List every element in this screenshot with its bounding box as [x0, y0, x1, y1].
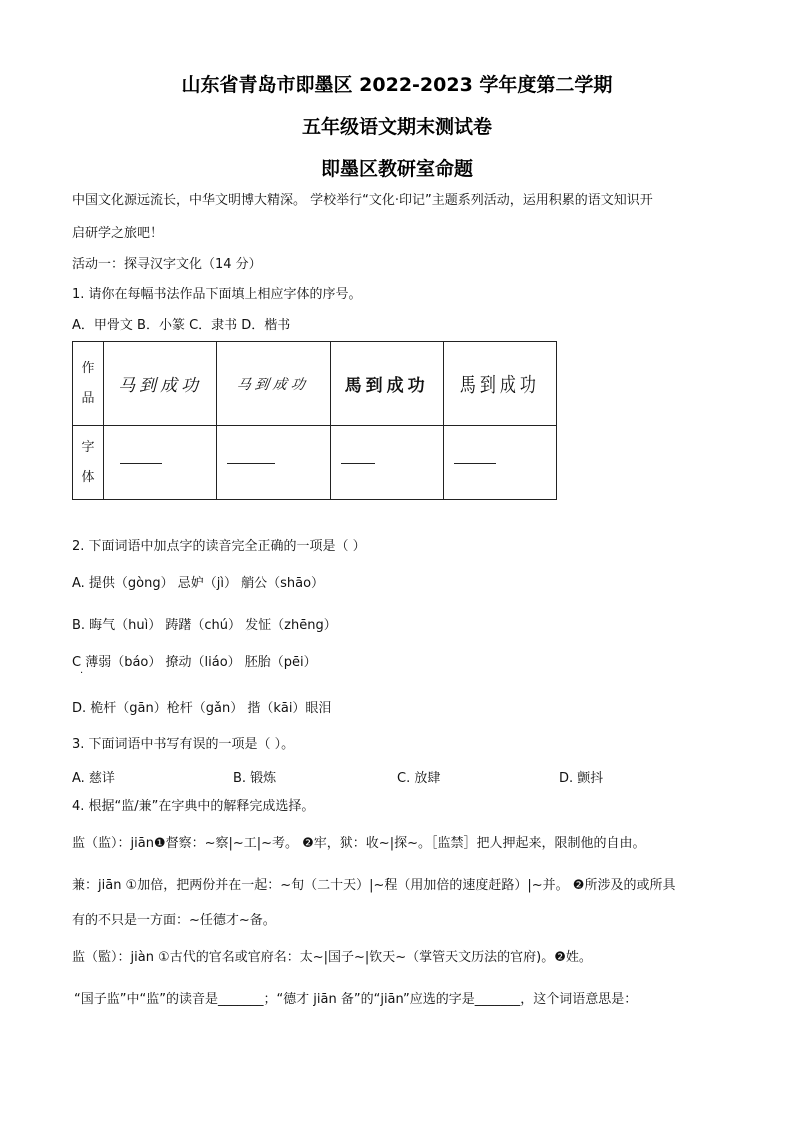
work-cell-3 — [330, 342, 443, 426]
exam-title-line-2: 五年级语文期末测试卷 — [301, 116, 492, 138]
dictionary-entry-jian2-line-1: 兼：jiān ①加倍，把两份并在一起：~旬（二十天）|~程（用加倍的速度赶路）|~并。 ❷所涉及的或所具 — [72, 878, 676, 893]
intro-line-2: 启研学之旅吧！ — [72, 226, 164, 241]
question-2-option-d: D. 桅杆（gān）枪杆（gǎn） 揩（kāi）眼泪 — [72, 701, 332, 716]
work-cell-2 — [217, 342, 330, 426]
dictionary-entry-jian2-line-2: 有的不只是一方面：~任德才~备。 — [72, 913, 276, 928]
exam-title-line-3: 即墨区教研室命题 — [320, 158, 473, 180]
question-3-option-c: C. 放肆 — [397, 771, 441, 786]
answer-blank-1[interactable] — [104, 426, 217, 500]
row-header-char: 体 — [81, 469, 95, 485]
punctuation-dot: · — [80, 668, 84, 679]
dictionary-entry-jian3: 监（監）：jiàn ①古代的官名或官府名：太~|国子~|钦天~（掌管天文历法的官府)。❷姓。 — [72, 950, 592, 965]
question-1-options: A．甲骨文 B．小篆 C．隶书 D．楷书 — [72, 318, 291, 333]
row-header-fonts — [73, 426, 104, 500]
question-3-option-b: B. 锻炼 — [233, 771, 277, 786]
intro-line-1: 中国文化源远流长，中华文明博大精深。 学校举行“文化·印记”主题系列活动，运用积累的语文知识开 — [72, 193, 653, 208]
question-2-option-a: A. 提供（gòng） 忌妒（jì） 艄公（shāo） — [72, 576, 325, 591]
row-header-char: 品 — [81, 390, 95, 406]
exam-title-line-1: 山东省青岛市即墨区 2022-2023 学年度第二学期 — [181, 74, 613, 96]
calligraphy-table — [72, 341, 557, 500]
question-1-stem: 1. 请你在每幅书法作品下面填上相应字体的序号。 — [72, 287, 362, 302]
answer-blank-2[interactable] — [217, 426, 330, 500]
work-cell-1 — [104, 342, 217, 426]
row-header-char: 作 — [81, 360, 95, 376]
row-header-char: 字 — [81, 439, 95, 455]
answer-blank-3[interactable] — [330, 426, 443, 500]
question-3-stem: 3. 下面词语中书写有误的一项是（ ）。 — [72, 737, 295, 752]
calligraphy-work-1: 马到成功 — [118, 376, 203, 396]
question-2-option-c: C 薄弱（báo） 撩动（liáo） 胚胎（pēi） — [72, 655, 317, 670]
calligraphy-work-3: 馬到成功 — [344, 376, 429, 396]
dictionary-entry-jian1: 监（监）：jiān❶督察：~察|~工|~考。 ❷牢，狱：收~|探~。［监禁］把人押起来，限制他的自由。 — [72, 836, 646, 851]
question-2-option-b: B. 晦气（huì） 踌躇（chú） 发怔（zhēng） — [72, 618, 337, 633]
question-4-stem: 4. 根据“监/兼”在字典中的解释完成选择。 — [72, 799, 315, 814]
calligraphy-work-4: 馬到成功 — [459, 372, 540, 397]
table-row-works — [73, 342, 557, 426]
question-4-fill-in: “国子监”中“监”的读音是_______；“德才 jiān 备”的“jiān”应选的字是_______，这个词语意思是： — [74, 992, 638, 1007]
question-2-stem: 2. 下面词语中加点字的读音完全正确的一项是（ ） — [72, 539, 366, 554]
row-header-works — [73, 342, 104, 426]
activity-heading: 活动一：探寻汉字文化（14 分） — [72, 257, 262, 272]
calligraphy-work-2: 马到成功 — [236, 376, 311, 393]
work-cell-4 — [443, 342, 556, 426]
answer-blank-4[interactable] — [443, 426, 556, 500]
question-3-option-d: D. 颤抖 — [559, 771, 604, 786]
table-row-fonts — [73, 426, 557, 500]
question-3-option-a: A. 慈详 — [72, 771, 115, 786]
